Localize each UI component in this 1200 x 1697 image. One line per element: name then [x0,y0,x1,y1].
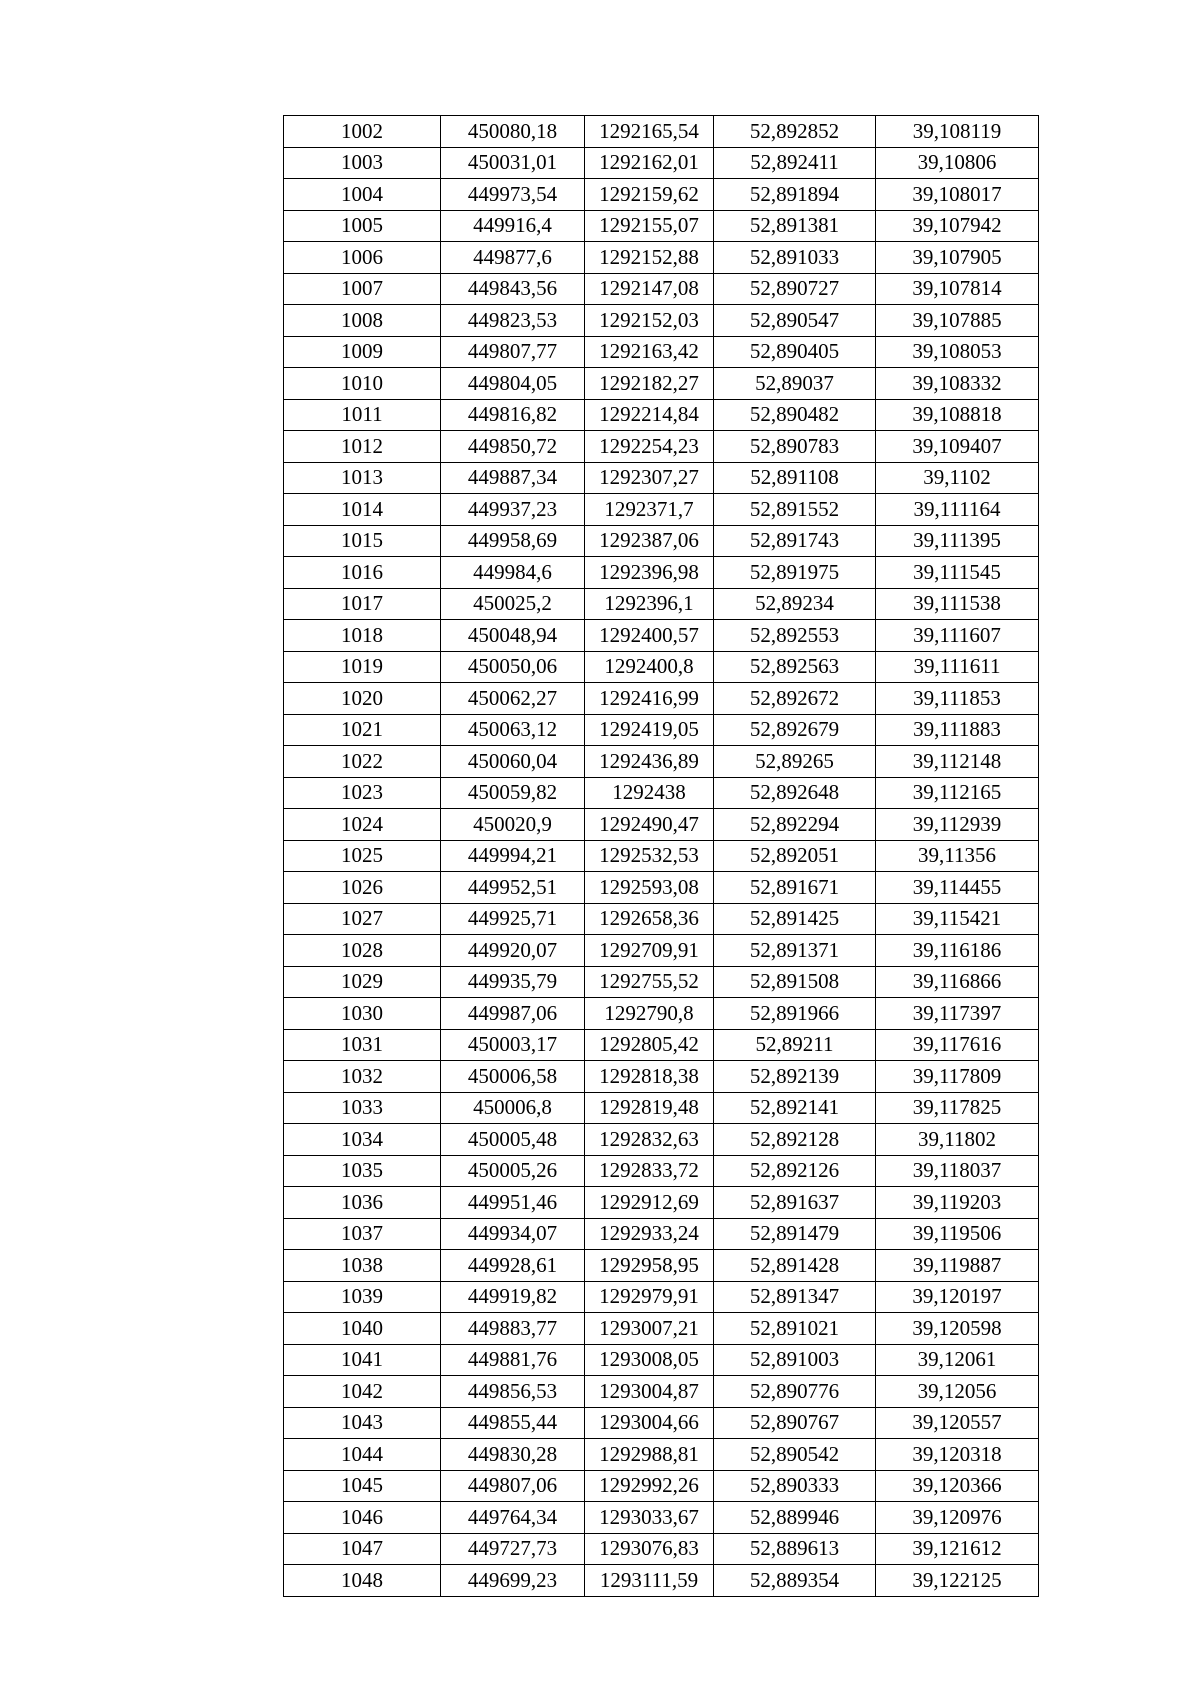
longitude-cell: 39,107885 [876,305,1039,337]
point-number-cell: 1047 [284,1533,441,1565]
x-coordinate-cell: 449830,28 [441,1439,585,1471]
point-number-cell: 1009 [284,336,441,368]
longitude-cell: 39,120557 [876,1407,1039,1439]
y-coordinate-cell: 1292833,72 [585,1155,714,1187]
latitude-cell: 52,891347 [714,1281,876,1313]
point-number-cell: 1031 [284,1029,441,1061]
table-row [284,116,1039,148]
latitude-cell: 52,891552 [714,494,876,526]
x-coordinate-cell: 450005,48 [441,1124,585,1156]
point-number-cell: 1013 [284,462,441,494]
longitude-cell: 39,111607 [876,620,1039,652]
point-number-cell: 1014 [284,494,441,526]
x-coordinate-cell: 449807,77 [441,336,585,368]
point-number-cell: 1002 [284,116,441,148]
table-row [284,1218,1039,1250]
table-row [284,1565,1039,1597]
y-coordinate-cell: 1293004,87 [585,1376,714,1408]
table-row [284,1061,1039,1093]
table-row [284,399,1039,431]
latitude-cell: 52,892672 [714,683,876,715]
point-number-cell: 1008 [284,305,441,337]
point-number-cell: 1033 [284,1092,441,1124]
table-row [284,368,1039,400]
longitude-cell: 39,117825 [876,1092,1039,1124]
point-number-cell: 1003 [284,147,441,179]
longitude-cell: 39,121612 [876,1533,1039,1565]
table-row [284,1092,1039,1124]
latitude-cell: 52,890776 [714,1376,876,1408]
y-coordinate-cell: 1292832,63 [585,1124,714,1156]
longitude-cell: 39,1102 [876,462,1039,494]
latitude-cell: 52,891479 [714,1218,876,1250]
table-row [284,1029,1039,1061]
x-coordinate-cell: 449843,56 [441,273,585,305]
latitude-cell: 52,891975 [714,557,876,589]
table-row [284,1281,1039,1313]
latitude-cell: 52,891033 [714,242,876,274]
table-row [284,179,1039,211]
x-coordinate-cell: 449855,44 [441,1407,585,1439]
x-coordinate-cell: 450005,26 [441,1155,585,1187]
x-coordinate-cell: 449920,07 [441,935,585,967]
y-coordinate-cell: 1292958,95 [585,1250,714,1282]
longitude-cell: 39,120598 [876,1313,1039,1345]
table-row [284,336,1039,368]
longitude-cell: 39,12056 [876,1376,1039,1408]
x-coordinate-cell: 449856,53 [441,1376,585,1408]
table-row [284,1439,1039,1471]
x-coordinate-cell: 449881,76 [441,1344,585,1376]
longitude-cell: 39,111545 [876,557,1039,589]
longitude-cell: 39,108053 [876,336,1039,368]
longitude-cell: 39,111164 [876,494,1039,526]
latitude-cell: 52,889946 [714,1502,876,1534]
point-number-cell: 1011 [284,399,441,431]
latitude-cell: 52,891003 [714,1344,876,1376]
longitude-cell: 39,107905 [876,242,1039,274]
x-coordinate-cell: 449951,46 [441,1187,585,1219]
point-number-cell: 1030 [284,998,441,1030]
point-number-cell: 1012 [284,431,441,463]
x-coordinate-cell: 449916,4 [441,210,585,242]
table-row [284,714,1039,746]
table-row [284,903,1039,935]
longitude-cell: 39,111611 [876,651,1039,683]
y-coordinate-cell: 1292658,36 [585,903,714,935]
point-number-cell: 1015 [284,525,441,557]
table-row [284,1250,1039,1282]
point-number-cell: 1042 [284,1376,441,1408]
latitude-cell: 52,891108 [714,462,876,494]
latitude-cell: 52,89037 [714,368,876,400]
longitude-cell: 39,112939 [876,809,1039,841]
y-coordinate-cell: 1293004,66 [585,1407,714,1439]
latitude-cell: 52,892679 [714,714,876,746]
longitude-cell: 39,117397 [876,998,1039,1030]
point-number-cell: 1024 [284,809,441,841]
x-coordinate-cell: 449804,05 [441,368,585,400]
point-number-cell: 1007 [284,273,441,305]
x-coordinate-cell: 449934,07 [441,1218,585,1250]
latitude-cell: 52,889613 [714,1533,876,1565]
y-coordinate-cell: 1292438 [585,777,714,809]
longitude-cell: 39,112165 [876,777,1039,809]
x-coordinate-cell: 449887,34 [441,462,585,494]
longitude-cell: 39,120366 [876,1470,1039,1502]
y-coordinate-cell: 1292400,57 [585,620,714,652]
y-coordinate-cell: 1292182,27 [585,368,714,400]
latitude-cell: 52,890542 [714,1439,876,1471]
x-coordinate-cell: 450025,2 [441,588,585,620]
longitude-cell: 39,115421 [876,903,1039,935]
x-coordinate-cell: 450062,27 [441,683,585,715]
longitude-cell: 39,118037 [876,1155,1039,1187]
latitude-cell: 52,891671 [714,872,876,904]
point-number-cell: 1028 [284,935,441,967]
point-number-cell: 1043 [284,1407,441,1439]
point-number-cell: 1006 [284,242,441,274]
point-number-cell: 1017 [284,588,441,620]
latitude-cell: 52,890405 [714,336,876,368]
point-number-cell: 1029 [284,966,441,998]
y-coordinate-cell: 1292254,23 [585,431,714,463]
latitude-cell: 52,89234 [714,588,876,620]
x-coordinate-cell: 449958,69 [441,525,585,557]
y-coordinate-cell: 1292490,47 [585,809,714,841]
table-row [284,840,1039,872]
x-coordinate-cell: 449823,53 [441,305,585,337]
table-row [284,1344,1039,1376]
x-coordinate-cell: 449987,06 [441,998,585,1030]
point-number-cell: 1040 [284,1313,441,1345]
latitude-cell: 52,892852 [714,116,876,148]
y-coordinate-cell: 1292912,69 [585,1187,714,1219]
y-coordinate-cell: 1292387,06 [585,525,714,557]
point-number-cell: 1005 [284,210,441,242]
table-row [284,242,1039,274]
table-row [284,777,1039,809]
table-row [284,1376,1039,1408]
latitude-cell: 52,890482 [714,399,876,431]
x-coordinate-cell: 449877,6 [441,242,585,274]
longitude-cell: 39,111538 [876,588,1039,620]
longitude-cell: 39,108017 [876,179,1039,211]
point-number-cell: 1016 [284,557,441,589]
longitude-cell: 39,114455 [876,872,1039,904]
y-coordinate-cell: 1292988,81 [585,1439,714,1471]
table-row [284,651,1039,683]
point-number-cell: 1027 [284,903,441,935]
x-coordinate-cell: 449973,54 [441,179,585,211]
x-coordinate-cell: 449984,6 [441,557,585,589]
point-number-cell: 1019 [284,651,441,683]
y-coordinate-cell: 1292162,01 [585,147,714,179]
longitude-cell: 39,120318 [876,1439,1039,1471]
latitude-cell: 52,891966 [714,998,876,1030]
y-coordinate-cell: 1292790,8 [585,998,714,1030]
y-coordinate-cell: 1293033,67 [585,1502,714,1534]
latitude-cell: 52,890547 [714,305,876,337]
latitude-cell: 52,889354 [714,1565,876,1597]
y-coordinate-cell: 1292400,8 [585,651,714,683]
latitude-cell: 52,891371 [714,935,876,967]
point-number-cell: 1041 [284,1344,441,1376]
longitude-cell: 39,12061 [876,1344,1039,1376]
latitude-cell: 52,892563 [714,651,876,683]
y-coordinate-cell: 1292396,98 [585,557,714,589]
point-number-cell: 1022 [284,746,441,778]
latitude-cell: 52,890783 [714,431,876,463]
x-coordinate-cell: 450060,04 [441,746,585,778]
table-row [284,588,1039,620]
longitude-cell: 39,112148 [876,746,1039,778]
x-coordinate-cell: 449699,23 [441,1565,585,1597]
longitude-cell: 39,119203 [876,1187,1039,1219]
y-coordinate-cell: 1292307,27 [585,462,714,494]
x-coordinate-cell: 450006,58 [441,1061,585,1093]
y-coordinate-cell: 1292155,07 [585,210,714,242]
latitude-cell: 52,892139 [714,1061,876,1093]
x-coordinate-cell: 450080,18 [441,116,585,148]
point-number-cell: 1035 [284,1155,441,1187]
y-coordinate-cell: 1292419,05 [585,714,714,746]
point-number-cell: 1025 [284,840,441,872]
table-row [284,809,1039,841]
y-coordinate-cell: 1292805,42 [585,1029,714,1061]
y-coordinate-cell: 1293008,05 [585,1344,714,1376]
table-row [284,1470,1039,1502]
table-row [284,1155,1039,1187]
table-row [284,462,1039,494]
latitude-cell: 52,892141 [714,1092,876,1124]
table-row [284,273,1039,305]
y-coordinate-cell: 1292152,03 [585,305,714,337]
longitude-cell: 39,111395 [876,525,1039,557]
longitude-cell: 39,108332 [876,368,1039,400]
coordinates-table [283,115,1039,1597]
longitude-cell: 39,119887 [876,1250,1039,1282]
table-row [284,1407,1039,1439]
y-coordinate-cell: 1292371,7 [585,494,714,526]
point-number-cell: 1010 [284,368,441,400]
table-row [284,1313,1039,1345]
y-coordinate-cell: 1293007,21 [585,1313,714,1345]
x-coordinate-cell: 449937,23 [441,494,585,526]
latitude-cell: 52,891637 [714,1187,876,1219]
y-coordinate-cell: 1292152,88 [585,242,714,274]
point-number-cell: 1037 [284,1218,441,1250]
longitude-cell: 39,120976 [876,1502,1039,1534]
table-row [284,1533,1039,1565]
coordinates-table-body [284,116,1039,1597]
x-coordinate-cell: 449727,73 [441,1533,585,1565]
table-row [284,147,1039,179]
x-coordinate-cell: 449850,72 [441,431,585,463]
table-row [284,620,1039,652]
x-coordinate-cell: 450059,82 [441,777,585,809]
y-coordinate-cell: 1292159,62 [585,179,714,211]
point-number-cell: 1044 [284,1439,441,1471]
longitude-cell: 39,116186 [876,935,1039,967]
x-coordinate-cell: 450031,01 [441,147,585,179]
y-coordinate-cell: 1292147,08 [585,273,714,305]
latitude-cell: 52,891508 [714,966,876,998]
longitude-cell: 39,10806 [876,147,1039,179]
longitude-cell: 39,120197 [876,1281,1039,1313]
y-coordinate-cell: 1292819,48 [585,1092,714,1124]
table-row [284,494,1039,526]
longitude-cell: 39,11802 [876,1124,1039,1156]
x-coordinate-cell: 449928,61 [441,1250,585,1282]
longitude-cell: 39,116866 [876,966,1039,998]
point-number-cell: 1021 [284,714,441,746]
point-number-cell: 1046 [284,1502,441,1534]
table-row [284,431,1039,463]
longitude-cell: 39,119506 [876,1218,1039,1250]
table-row [284,935,1039,967]
x-coordinate-cell: 449994,21 [441,840,585,872]
point-number-cell: 1045 [284,1470,441,1502]
latitude-cell: 52,891381 [714,210,876,242]
point-number-cell: 1038 [284,1250,441,1282]
table-row [284,746,1039,778]
table-row [284,872,1039,904]
latitude-cell: 52,891428 [714,1250,876,1282]
point-number-cell: 1039 [284,1281,441,1313]
longitude-cell: 39,107814 [876,273,1039,305]
latitude-cell: 52,892051 [714,840,876,872]
table-row [284,1124,1039,1156]
point-number-cell: 1048 [284,1565,441,1597]
x-coordinate-cell: 450063,12 [441,714,585,746]
y-coordinate-cell: 1292593,08 [585,872,714,904]
longitude-cell: 39,122125 [876,1565,1039,1597]
point-number-cell: 1036 [284,1187,441,1219]
y-coordinate-cell: 1293076,83 [585,1533,714,1565]
x-coordinate-cell: 450020,9 [441,809,585,841]
table-row [284,305,1039,337]
latitude-cell: 52,89211 [714,1029,876,1061]
latitude-cell: 52,890767 [714,1407,876,1439]
point-number-cell: 1004 [284,179,441,211]
longitude-cell: 39,117809 [876,1061,1039,1093]
x-coordinate-cell: 449807,06 [441,1470,585,1502]
longitude-cell: 39,111883 [876,714,1039,746]
latitude-cell: 52,892411 [714,147,876,179]
latitude-cell: 52,892294 [714,809,876,841]
latitude-cell: 52,891743 [714,525,876,557]
table-row [284,683,1039,715]
point-number-cell: 1026 [284,872,441,904]
point-number-cell: 1032 [284,1061,441,1093]
y-coordinate-cell: 1293111,59 [585,1565,714,1597]
y-coordinate-cell: 1292709,91 [585,935,714,967]
latitude-cell: 52,890727 [714,273,876,305]
longitude-cell: 39,108119 [876,116,1039,148]
longitude-cell: 39,117616 [876,1029,1039,1061]
latitude-cell: 52,892553 [714,620,876,652]
x-coordinate-cell: 449764,34 [441,1502,585,1534]
table-row [284,1502,1039,1534]
x-coordinate-cell: 449935,79 [441,966,585,998]
table-row [284,525,1039,557]
y-coordinate-cell: 1292436,89 [585,746,714,778]
x-coordinate-cell: 450006,8 [441,1092,585,1124]
table-row [284,998,1039,1030]
y-coordinate-cell: 1292532,53 [585,840,714,872]
latitude-cell: 52,890333 [714,1470,876,1502]
x-coordinate-cell: 449919,82 [441,1281,585,1313]
latitude-cell: 52,891425 [714,903,876,935]
latitude-cell: 52,892128 [714,1124,876,1156]
y-coordinate-cell: 1292416,99 [585,683,714,715]
y-coordinate-cell: 1292755,52 [585,966,714,998]
x-coordinate-cell: 450003,17 [441,1029,585,1061]
point-number-cell: 1023 [284,777,441,809]
y-coordinate-cell: 1292979,91 [585,1281,714,1313]
y-coordinate-cell: 1292396,1 [585,588,714,620]
x-coordinate-cell: 449883,77 [441,1313,585,1345]
x-coordinate-cell: 450048,94 [441,620,585,652]
longitude-cell: 39,107942 [876,210,1039,242]
x-coordinate-cell: 449952,51 [441,872,585,904]
table-row [284,966,1039,998]
longitude-cell: 39,111853 [876,683,1039,715]
y-coordinate-cell: 1292214,84 [585,399,714,431]
latitude-cell: 52,892126 [714,1155,876,1187]
point-number-cell: 1018 [284,620,441,652]
y-coordinate-cell: 1292992,26 [585,1470,714,1502]
latitude-cell: 52,891021 [714,1313,876,1345]
longitude-cell: 39,109407 [876,431,1039,463]
table-row [284,1187,1039,1219]
y-coordinate-cell: 1292165,54 [585,116,714,148]
x-coordinate-cell: 449816,82 [441,399,585,431]
x-coordinate-cell: 449925,71 [441,903,585,935]
longitude-cell: 39,11356 [876,840,1039,872]
latitude-cell: 52,891894 [714,179,876,211]
table-row [284,557,1039,589]
y-coordinate-cell: 1292163,42 [585,336,714,368]
y-coordinate-cell: 1292933,24 [585,1218,714,1250]
x-coordinate-cell: 450050,06 [441,651,585,683]
point-number-cell: 1020 [284,683,441,715]
y-coordinate-cell: 1292818,38 [585,1061,714,1093]
latitude-cell: 52,892648 [714,777,876,809]
longitude-cell: 39,108818 [876,399,1039,431]
latitude-cell: 52,89265 [714,746,876,778]
table-row [284,210,1039,242]
point-number-cell: 1034 [284,1124,441,1156]
